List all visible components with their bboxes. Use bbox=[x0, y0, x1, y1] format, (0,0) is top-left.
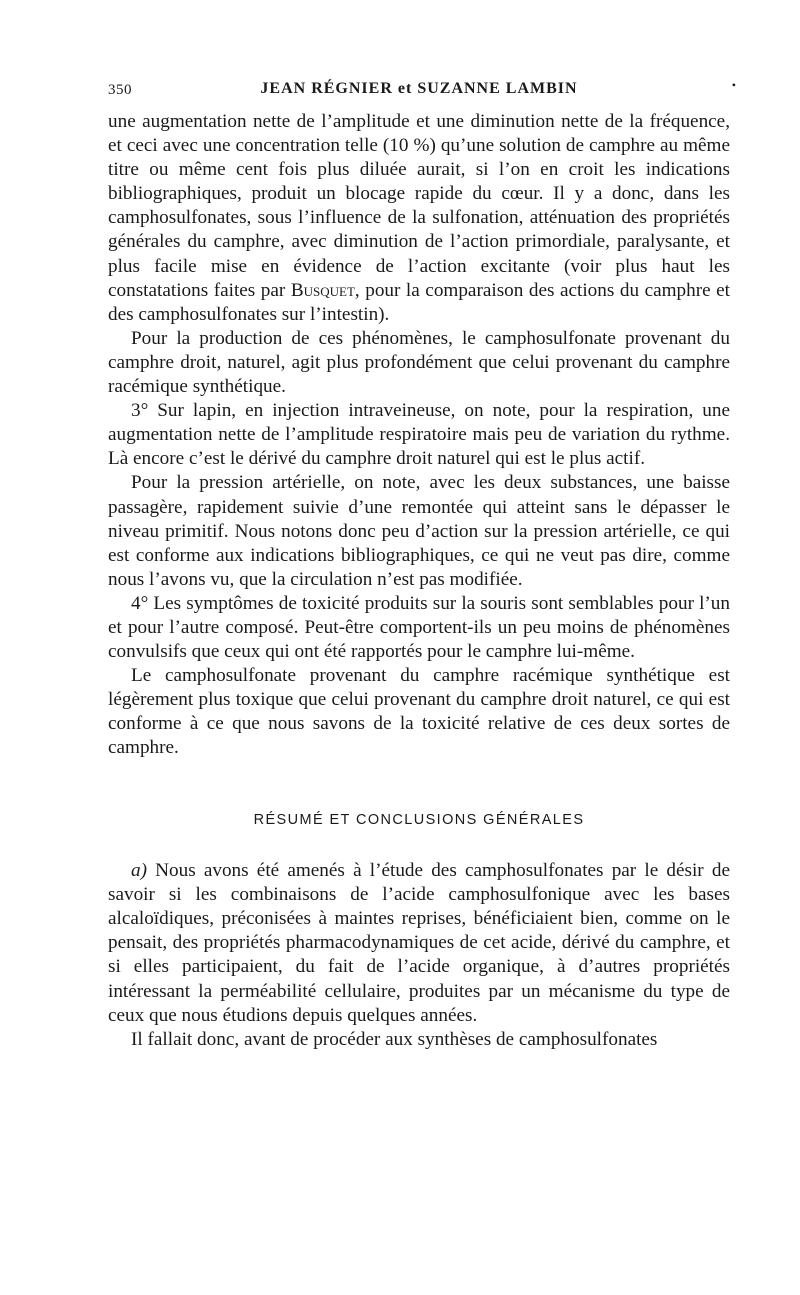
page-header bbox=[108, 78, 736, 104]
paragraph-blood-pressure: Pour la pression artérielle, on note, avec les deux substances, une baisse passagère, rapidement suivie d’une remontée qui atteint sans le dépasser le niveau primitif. Nous notons donc peu d’action sur la pression artérielle, ce qui est conforme aux indications bibliographiques, ce qui ne veut pas dire, comme nous l’avons vu, que la circulation n’est pas modifiée. bbox=[108, 472, 730, 590]
paragraph-rabbit-injection: 3° Sur lapin, en injection intraveineuse, on note, pour la respiration, une augmentation nette de l’amplitude respiratoire mais peu de variation du rythme. Là encore c’est le dérivé du camphre droit naturel qui est le plus actif. bbox=[108, 400, 730, 470]
paragraph-text: Nous avons été amenés à l’étude des camphosulfonates par le désir de savoir si les combinaisons de l’acide camphosulfonique avec les bases alcaloïdiques, préconisées à maintes reprises, bénéficiaient bien, comme on le pensait, des propriétés pharmacodynamiques de cet acide, dérivé du camphre, et si elles participaient, du fait de l’acide organique, à d’autres propriétés intéressant la perméabilité cellulaire, produites par un mécanisme du type de ceux que nous étudions depuis quelques années. bbox=[108, 859, 730, 1026]
paragraph-racemic-toxicity: Le camphosulfonate provenant du camphre racémique synthétique est légèrement plus toxique que celui provenant du camphre droit naturel, ce qui est conforme à ce que nous savons de la toxicité relative de ces deux sortes de camphre. bbox=[108, 665, 730, 759]
paragraph-continuation bbox=[108, 110, 730, 327]
author-name: Busquet bbox=[290, 279, 355, 301]
document-page bbox=[108, 78, 736, 1052]
page-number: 350 bbox=[108, 82, 132, 98]
running-head: JEAN RÉGNIER et SUZANNE LAMBIN bbox=[260, 80, 578, 97]
section-body bbox=[108, 859, 730, 1053]
paragraph-toxicity: 4° Les symptômes de toxicité produits sur la souris sont semblables pour l’un et pour l’autre composé. Peut-être comportent-ils un peu moins de phénomènes convulsifs que ceux qui ont été rapportés pour le camphre lui-même. bbox=[108, 592, 730, 663]
paragraph-text: une augmentation nette de l’amplitude et une diminution nette de la fréquence, et ceci avec une concentration telle (10 %) qu’une solution de camphre au même titre ou même cent fois plus diluée aurait, si l’on en croit les indications bibliographiques, produit un blocage rapide du cœur. Il y a donc, dans les camphosulfonates, sous l’influence de la sulfonation, atténuation des propriétés générales du camphre, avec diminution de l’action primordiale, paralysante, et plus facile mise en évidence de l’action excitante (voir plus haut les constatations faites par bbox=[108, 111, 730, 301]
paragraph-conclusion-a bbox=[108, 859, 730, 1028]
margin-dot: • bbox=[731, 78, 736, 92]
paragraph-final: Il fallait donc, avant de procéder aux synthèses de camphosulfonates bbox=[131, 1028, 658, 1050]
paragraph-production: Pour la production de ces phénomènes, le camphosulfonate provenant du camphre droit, naturel, agit plus profondément que celui provenant du camphre racémique synthétique. bbox=[108, 327, 730, 398]
paragraph-text: , pour la comparaison des actions du camphre et des camphosulfonates sur l’intestin). bbox=[108, 279, 730, 325]
list-label: a) bbox=[131, 859, 147, 881]
body-text bbox=[108, 110, 730, 761]
section-heading: RÉSUMÉ ET CONCLUSIONS GÉNÉRALES bbox=[253, 811, 585, 828]
